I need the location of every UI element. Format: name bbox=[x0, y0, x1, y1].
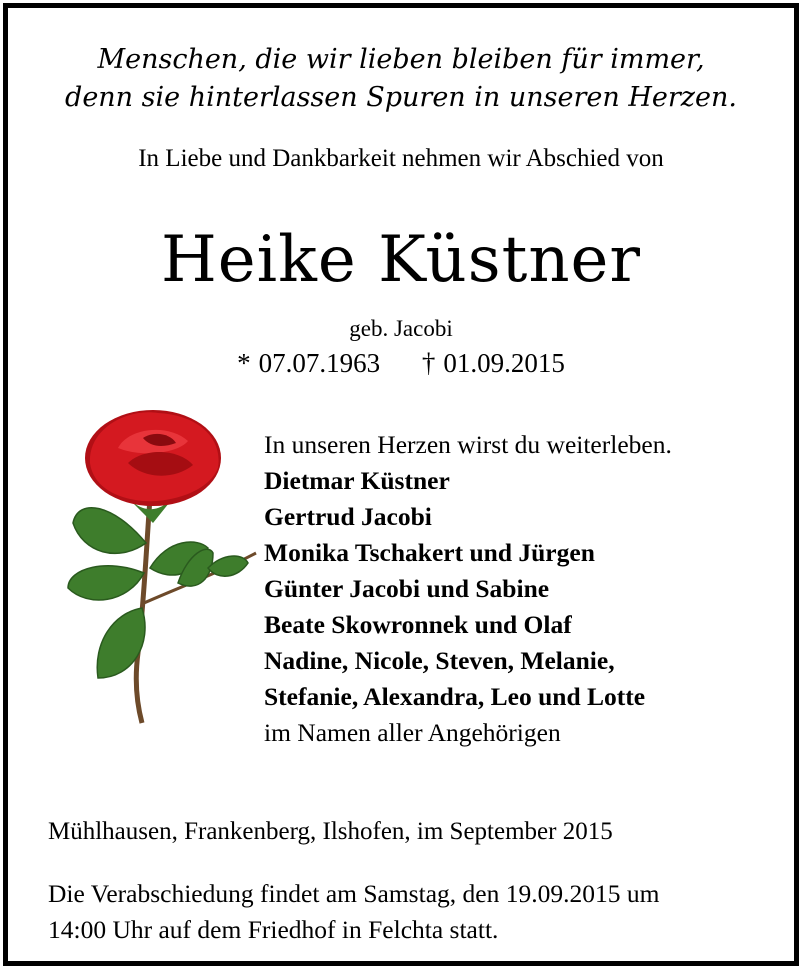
deceased-name: Heike Küstner bbox=[160, 223, 642, 297]
obituary-frame bbox=[3, 3, 799, 966]
intro-text: In Liebe und Dankbarkeit nehmen wir Abschied von bbox=[138, 145, 664, 172]
mourner-name: Gertrud Jacobi bbox=[264, 502, 432, 531]
mourners-closing: im Namen aller Angehörigen bbox=[264, 718, 561, 747]
motto-line-1: Menschen, die wir lieben bleiben für immer, bbox=[97, 44, 705, 75]
mourner-name: Nadine, Nicole, Steven, Melanie, bbox=[264, 646, 615, 675]
service-line-1: Die Verabschiedung findet am Samstag, den 19.09.2015 um bbox=[48, 879, 660, 908]
death-symbol: † bbox=[421, 348, 436, 378]
service-notice bbox=[48, 876, 659, 948]
birth-name: geb. Jacobi bbox=[349, 316, 453, 341]
mourner-name: Monika Tschakert und Jürgen bbox=[264, 538, 595, 567]
place-date: Mühlhausen, Frankenberg, Ilshofen, im September 2015 bbox=[48, 818, 613, 845]
service-line-2: 14:00 Uhr auf dem Friedhof in Felchta statt. bbox=[48, 915, 499, 944]
mourner-name: Dietmar Küstner bbox=[264, 466, 450, 495]
motto-line-2: denn sie hinterlassen Spuren in unseren Herzen. bbox=[65, 82, 737, 113]
mourner-name: Günter Jacobi und Sabine bbox=[264, 574, 550, 603]
mourner-name: Beate Skowronnek und Olaf bbox=[264, 610, 572, 639]
birth-date: 07.07.1963 bbox=[258, 348, 381, 378]
mourners-opening: In unseren Herzen wirst du weiterleben. bbox=[264, 430, 672, 459]
rose-image bbox=[58, 403, 263, 728]
mourners-block bbox=[264, 427, 672, 751]
life-dates bbox=[8, 348, 794, 379]
birth-symbol: * bbox=[237, 348, 251, 378]
death-date: 01.09.2015 bbox=[443, 348, 565, 378]
mourner-name: Stefanie, Alexandra, Leo und Lotte bbox=[264, 682, 646, 711]
